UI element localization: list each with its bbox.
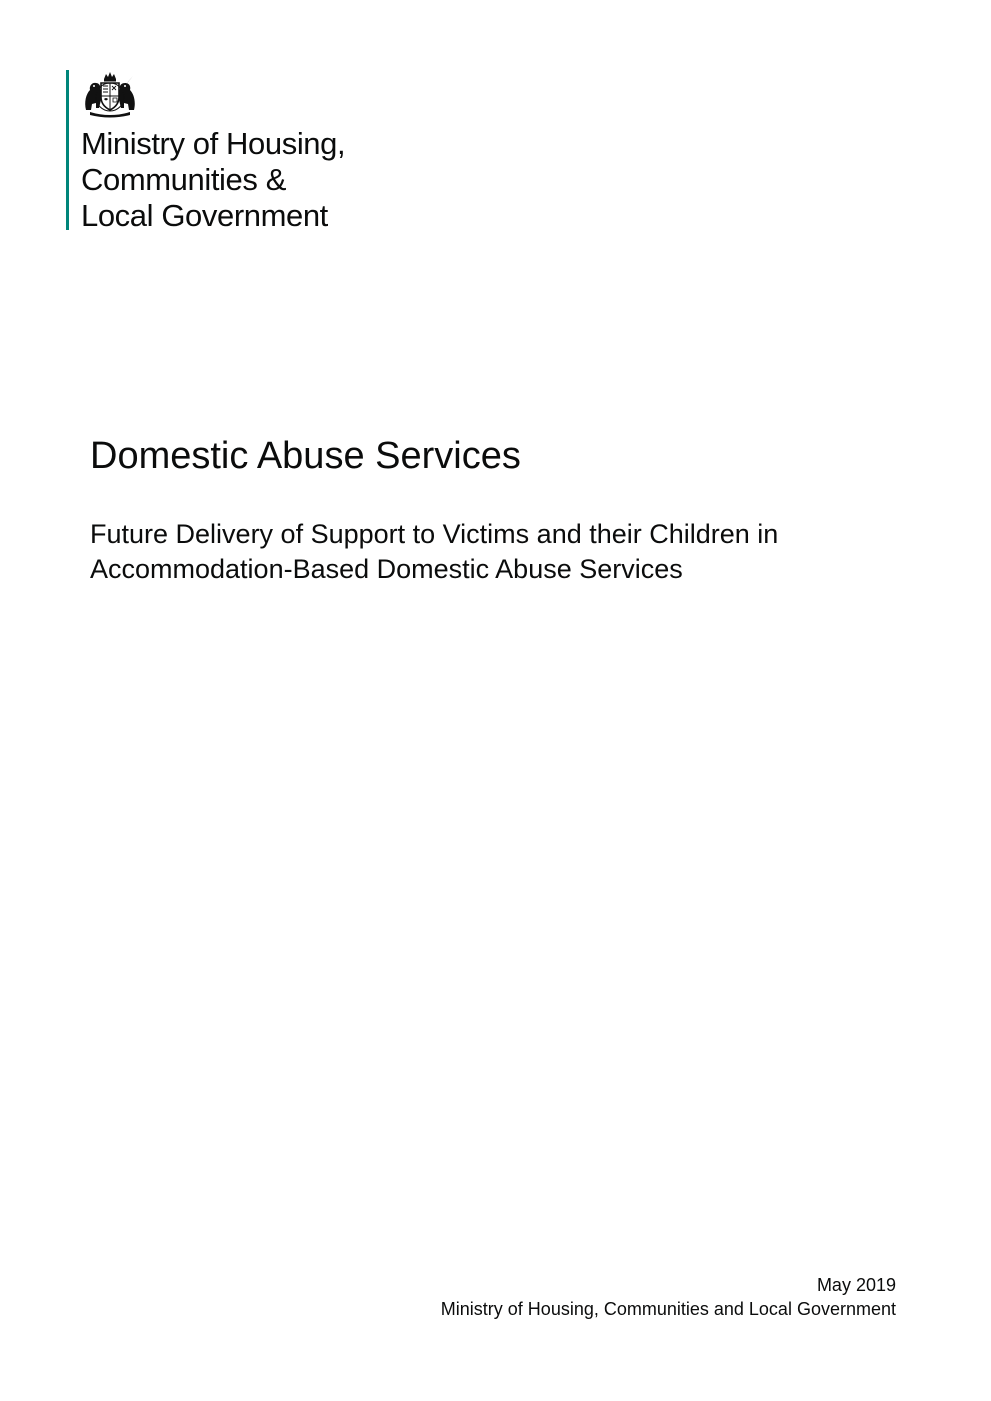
department-logo <box>66 70 406 232</box>
publisher-name: Ministry of Housing, Communities and Local Government <box>440 1299 896 1319</box>
logo-accent-rule <box>66 70 69 230</box>
document-title: Domestic Abuse Services <box>90 435 521 477</box>
department-name-line-1: Ministry of Housing, <box>81 126 346 161</box>
department-name <box>81 126 345 234</box>
royal-coat-of-arms-icon <box>80 70 140 118</box>
department-name-line-2: Communities & <box>81 162 286 197</box>
publication-date: May 2019 <box>816 1275 896 1295</box>
document-subtitle: Future Delivery of Support to Victims and their Children in Accommodation-Based Domestic Abuse Services <box>90 519 779 584</box>
document-footer <box>441 1273 896 1321</box>
department-name-line-3: Local Government <box>81 198 328 233</box>
